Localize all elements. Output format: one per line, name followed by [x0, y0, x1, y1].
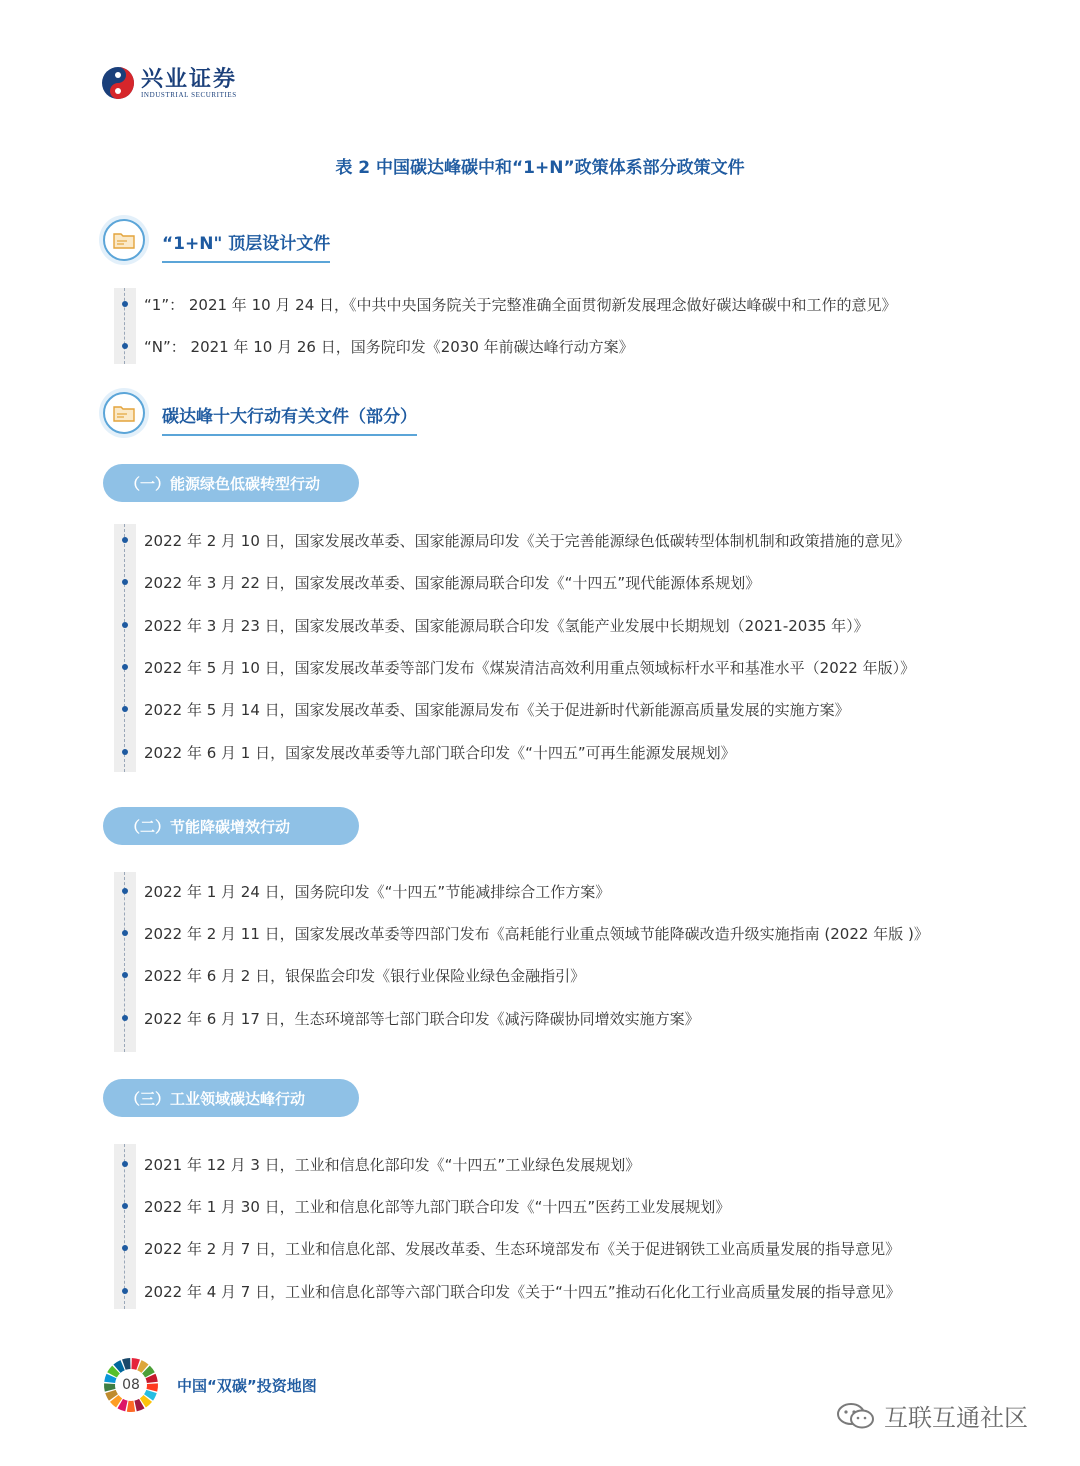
bullet-dot-icon [114, 888, 136, 894]
logo-mark-icon [101, 66, 135, 100]
list-item: 2022 年 5 月 10 日，国家发展改革委等部门发布《煤炭清洁高效利用重点领域标杆水平和基准水平（2022 年版）》 [114, 653, 915, 681]
list-item: 2022 年 6 月 17 日，生态环境部等七部门联合印发《减污降碳协同增效实施方案》 [114, 1004, 700, 1032]
list-item: 2022 年 1 月 30 日，工业和信息化部等九部门联合印发《“十四五”医药工业发展规划》 [114, 1192, 730, 1220]
bullet-dot-icon [114, 706, 136, 712]
list-item: 2022 年 6 月 2 日，银保监会印发《银行业保险业绿色金融指引》 [114, 961, 585, 989]
folder-icon [103, 392, 145, 434]
bullet-dot-icon [114, 1161, 136, 1167]
page-title: 表 2 中国碳达峰碳中和“1+N”政策体系部分政策文件 [335, 158, 745, 178]
bullet-dot-icon [114, 930, 136, 936]
group-label-energy: （一）能源绿色低碳转型行动 [103, 464, 359, 502]
list-item: “N”： 2021 年 10 月 26 日，国务院印发《2030 年前碳达峰行动方案》 [114, 332, 634, 360]
list-item: 2022 年 3 月 22 日，国家发展改革委、国家能源局联合印发《“十四五”现代能源体系规划》 [114, 568, 760, 596]
section-title-top-level: “1+N" 顶层设计文件 [162, 229, 330, 263]
group-label-energy-saving: （二）节能降碳增效行动 [103, 807, 359, 845]
bullet-dot-icon [114, 1203, 136, 1209]
list-item: 2022 年 5 月 14 日，国家发展改革委、国家能源局发布《关于促进新时代新能源高质量发展的实施方案》 [114, 695, 850, 723]
list-item: 2022 年 6 月 1 日，国家发展改革委等九部门联合印发《“十四五”可再生能源发展规划》 [114, 738, 736, 766]
list-item: 2022 年 4 月 7 日，工业和信息化部等六部门联合印发《关于“十四五”推动石化化工行业高质量发展的指导意见》 [114, 1277, 901, 1305]
bullet-dot-icon [114, 749, 136, 755]
logo-name-cn: 兴业证券 [141, 65, 238, 92]
list-item: 2021 年 12 月 3 日，工业和信息化部印发《“十四五”工业绿色发展规划》 [114, 1150, 640, 1178]
list-item: “1”： 2021 年 10 月 24 日，《中共中央国务院关于完整准确全面贯彻新发展理念做好碳达峰碳中和工作的意见》 [114, 290, 897, 318]
list-item: 2022 年 2 月 11 日，国家发展改革委等四部门发布《高耗能行业重点领域节能降碳改造升级实施指南 (2022 年版 )》 [114, 919, 929, 947]
footer-title: 中国“双碳”投资地图 [177, 1377, 317, 1395]
bullet-dot-icon [114, 1245, 136, 1251]
bullet-dot-icon [114, 1288, 136, 1294]
list-item: 2022 年 2 月 10 日，国家发展改革委、国家能源局印发《关于完善能源绿色低碳转型体制机制和政策措施的意见》 [114, 526, 910, 554]
list-item: 2022 年 2 月 7 日，工业和信息化部、发展改革委、生态环境部发布《关于促进钢铁工业高质量发展的指导意见》 [114, 1234, 900, 1262]
bullet-dot-icon [114, 579, 136, 585]
group-label-industry: （三）工业领域碳达峰行动 [103, 1079, 359, 1117]
bullet-dot-icon [114, 343, 136, 349]
logo-name-en: INDUSTRIAL SECURITIES [141, 90, 237, 99]
timeline-energy [114, 524, 136, 772]
page-number: 08 [122, 1377, 140, 1393]
bullet-dot-icon [114, 537, 136, 543]
list-item: 2022 年 1 月 24 日，国务院印发《“十四五”节能减排综合工作方案》 [114, 877, 610, 905]
bullet-dot-icon [114, 301, 136, 307]
bullet-dot-icon [114, 664, 136, 670]
bullet-dot-icon [114, 622, 136, 628]
section-title-ten-actions: 碳达峰十大行动有关文件（部分） [162, 402, 417, 436]
chat-bubbles-icon [836, 1401, 876, 1431]
company-logo [101, 66, 237, 100]
watermark [836, 1398, 1028, 1433]
bullet-dot-icon [114, 972, 136, 978]
folder-icon [103, 219, 145, 261]
bullet-dot-icon [114, 1015, 136, 1021]
list-item: 2022 年 3 月 23 日，国家发展改革委、国家能源局联合印发《氢能产业发展中长期规划（2021-2035 年）》 [114, 611, 869, 639]
watermark-text: 互联互通社区 [884, 1404, 1028, 1432]
